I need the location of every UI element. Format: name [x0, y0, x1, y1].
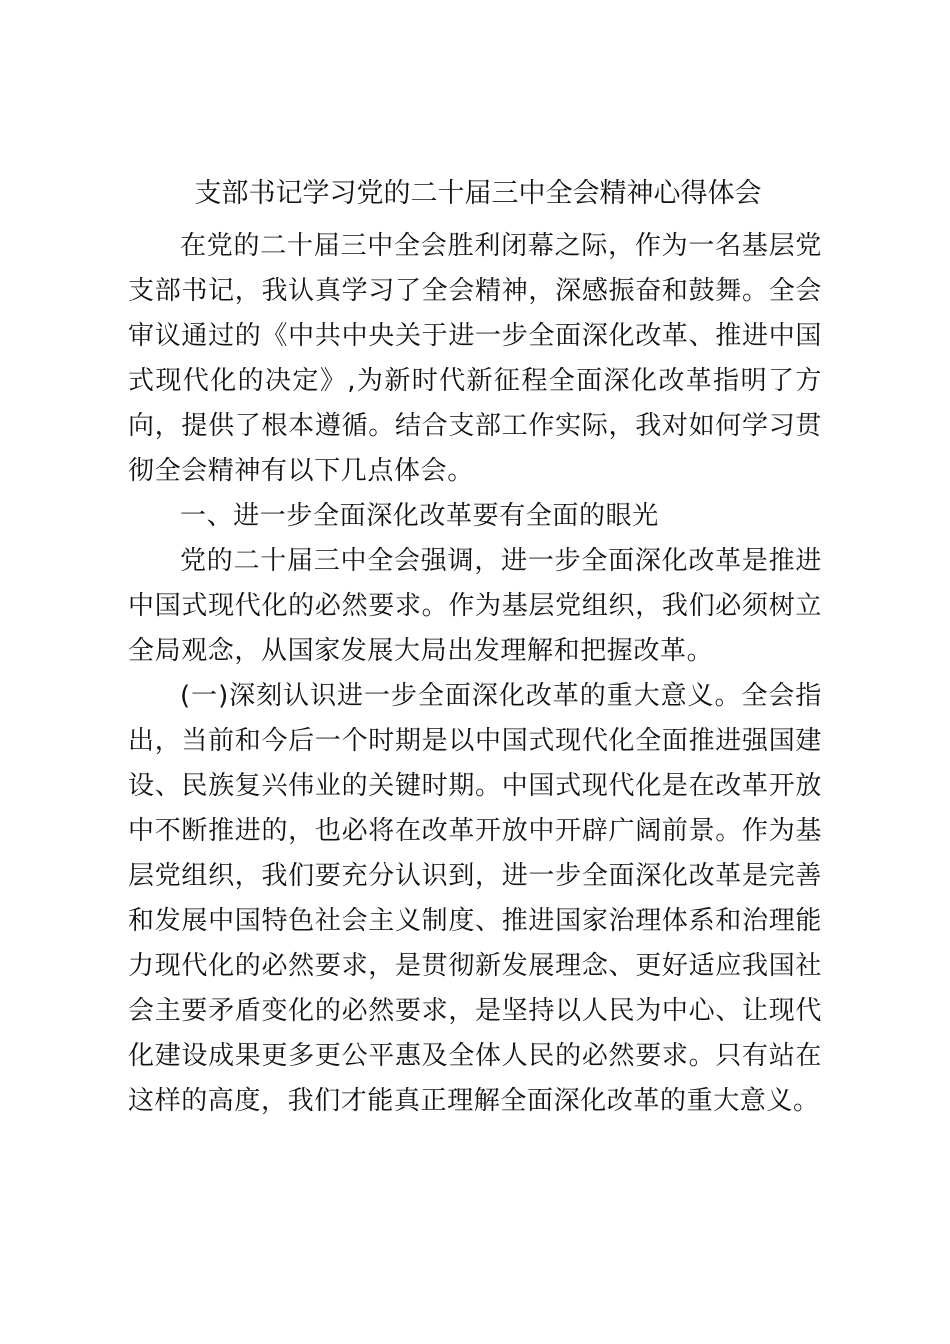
document-body — [128, 224, 822, 1124]
section-heading-1: 一、进一步全面深化改革要有全面的眼光 — [180, 501, 659, 531]
intro-paragraph: 在党的二十届三中全会胜利闭幕之际，作为一名基层党支部书记，我认真学习了全会精神，深感振奋和鼓舞。全会审议通过的《中共中央关于进一步全面深化改革、推进中国式现代化的决定》,为新时代新征程全面深化改革指明了方向，提供了根本遵循。结合支部工作实际，我对如何学习贯彻全会精神有以下几点体会。 — [128, 231, 822, 486]
section-1-paragraph: 党的二十届三中全会强调，进一步全面深化改革是推进中国式现代化的必然要求。作为基层党组织，我们必须树立全局观念，从国家发展大局出发理解和把握改革。 — [128, 546, 822, 666]
subsection-1-paragraph: (一)深刻认识进一步全面深化改革的重大意义。全会指出，当前和今后一个时期是以中国式现代化全面推进强国建设、民族复兴伟业的关键时期。中国式现代化是在改革开放中不断推进的，也必将在改革开放中开辟广阔前景。作为基层党组织，我们要充分认识到，进一步全面深化改革是完善和发展中国特色社会主义制度、推进国家治理体系和治理能力现代化的必然要求，是贯彻新发展理念、更好适应我国社会主要矛盾变化的必然要求，是坚持以人民为中心、让现代化建设成果更多更公平惠及全体人民的必然要求。只有站在这样的高度，我们才能真正理解全面深化改革的重大意义。 — [128, 681, 822, 1116]
document-title: 支部书记学习党的二十届三中全会精神心得体会 — [194, 178, 762, 209]
